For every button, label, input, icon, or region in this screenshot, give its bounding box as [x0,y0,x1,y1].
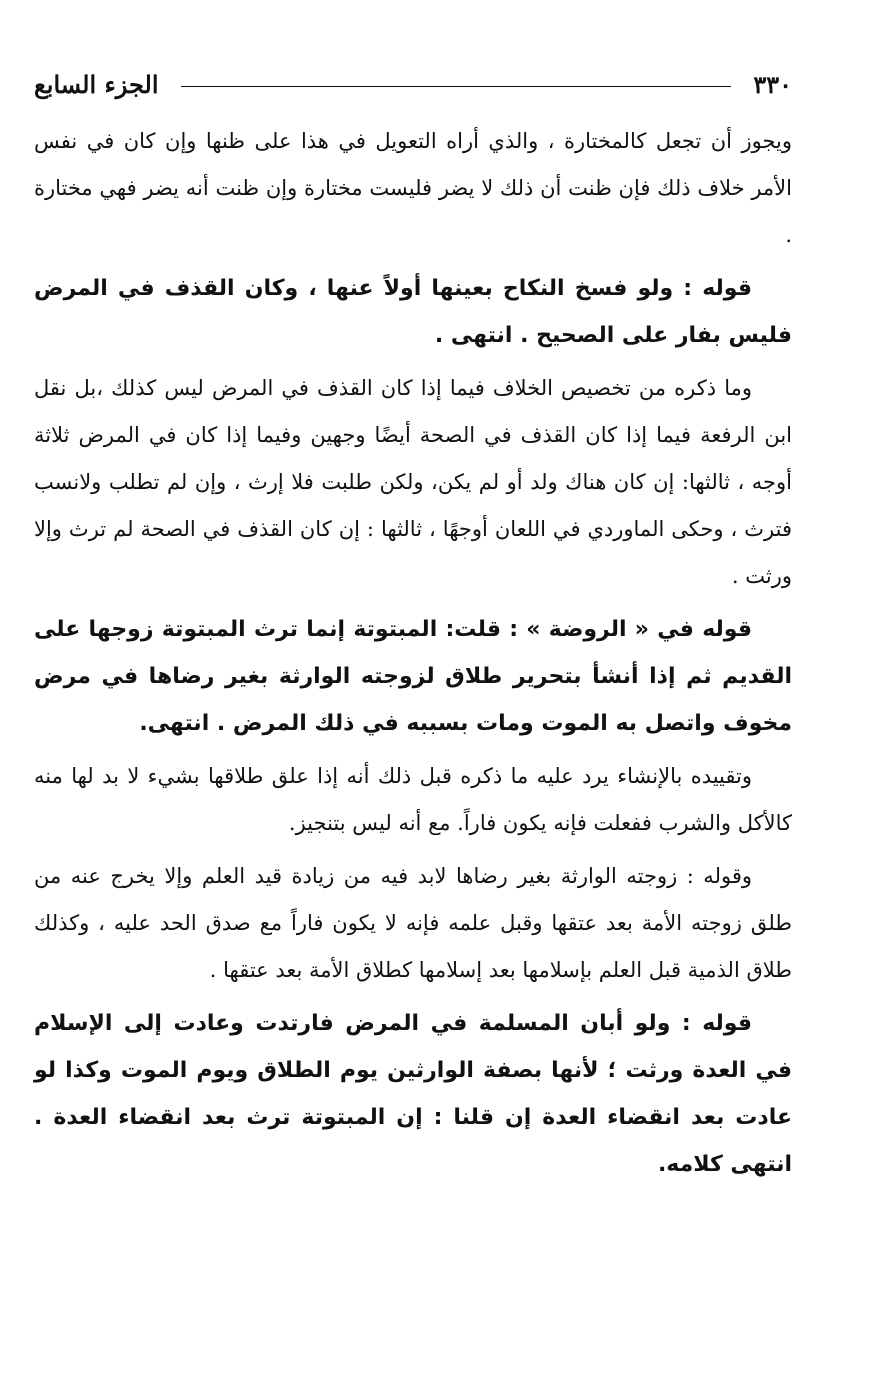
header-rule [181,86,732,87]
paragraph-commentary: وقوله : زوجته الوارثة بغير رضاها لابد فيه من زيادة قيد العلم وإلا يخرج عنه من طلق زوجته الأمة بعد عتقها وقبل علمه فإنه لا يكون فاراً مع صدق الحد عليه ، وكذلك طلاق الذمية قبل العلم بإسلامها بعد إسلامها كطلاق الأمة بعد عتقها . [34,864,792,982]
paragraph-commentary: وما ذكره من تخصيص الخلاف فيما إذا كان القذف في المرض ليس كذلك ،بل نقل ابن الرفعة فيما إذا كان القذف في الصحة أيضًا وجهين وفيما إذا كان في المرض ثلاثة أوجه ، ثالثها: إن كان هناك ولد أو لم يكن، ولكن طلبت فلا إرث ، وإن لم تطلب ولانسب فترث ، وحكى الماوردي في اللعان أوجهًا ، ثالثها : إن كان القذف في الصحة لم ترث وإلا ورثت . [34,376,792,588]
running-header [34,64,792,104]
page-number: ٣٣٠ [753,69,792,99]
paragraph-quote: قوله في « الروضة » : قلت: المبتوتة إنما ترث المبتوتة زوجها على القديم ثم إذا أنشأ بتحرير طلاق لزوجته الوارثة بغير رضاها في مرض مخوف واتصل به الموت ومات بسببه في ذلك المرض . انتهى. [34,617,792,736]
paragraph-commentary: وتقييده بالإنشاء يرد عليه ما ذكره قبل ذلك أنه إذا علق طلاقها بشيء لا بد لها منه كالأكل والشرب ففعلت فإنه يكون فاراً. مع أنه ليس بتنجيز. [34,764,792,835]
volume-title: الجزء السابع [34,69,159,99]
page-body [34,118,792,1188]
book-page [34,64,792,1194]
paragraph-quote: قوله : ولو فسخ النكاح بعينها أولاً عنها ، وكان القذف في المرض فليس بفار على الصحيح . انتهى . [34,276,792,348]
paragraph-commentary: ويجوز أن تجعل كالمختارة ، والذي أراه التعويل في هذا على ظنها وإن كان في نفس الأمر خلاف ذلك فإن ظنت أن ذلك لا يضر فليست مختارة وإن ظنت أنه يضر فهي مختارة . [34,129,792,247]
paragraph-quote: قوله : ولو أبان المسلمة في المرض فارتدت وعادت إلى الإسلام في العدة ورثت ؛ لأنها بصفة الوارثين يوم الطلاق ويوم الموت وكذا لو عادت بعد انقضاء العدة إن قلنا : إن المبتوتة ترث بعد انقضاء العدة . انتهى كلامه. [34,1011,792,1177]
